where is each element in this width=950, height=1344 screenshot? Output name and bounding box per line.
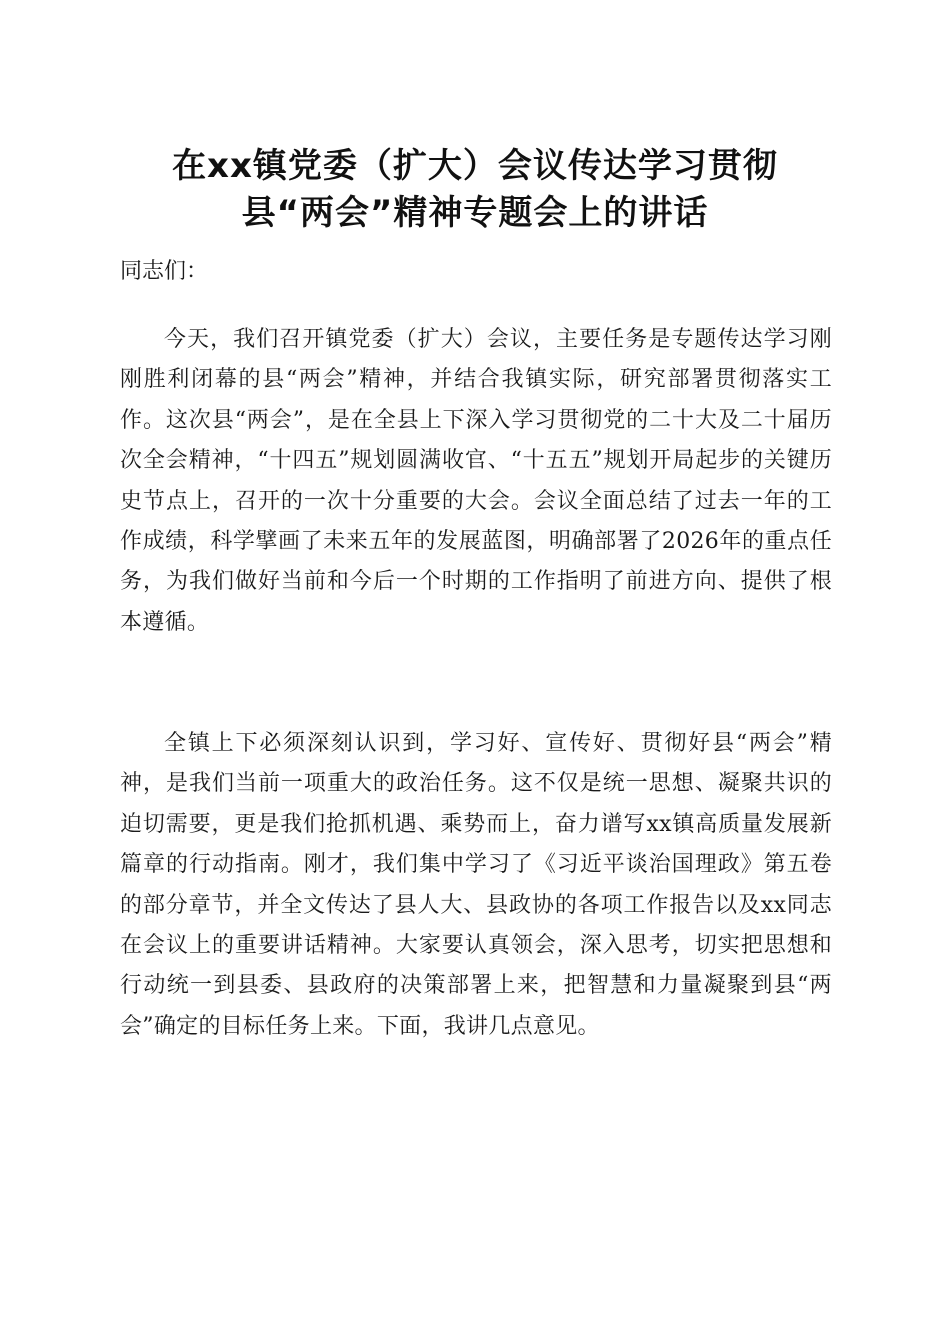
document-title-line-2: 县“两会”精神专题会上的讲话	[241, 193, 709, 233]
document-title-line-1: 在xx镇党委（扩大）会议传达学习贯彻	[172, 146, 778, 186]
body-paragraph-1: 今天，我们召开镇党委（扩大）会议，主要任务是专题传达学习刚刚胜利闭幕的县“两会”精神，并结合我镇实际，研究部署贯彻落实工作。这次县“两会”，是在全县上下深入学习贯彻党的二十大及二十届历次全会精神，“十四五”规划圆满收官、“十五五”规划开局起步的关键历史节点上，召开的一次十分重要的大会。会议全面总结了过去一年的工作成绩，科学擘画了未来五年的发展蓝图，明确部署了2026年的重点任务，为我们做好当前和今后一个时期的工作指明了前进方向、提供了根本遵循。	[120, 327, 832, 635]
greeting: 同志们：	[120, 259, 209, 284]
body-paragraph-2: 全镇上下必须深刻认识到，学习好、宣传好、贯彻好县“两会”精神，是我们当前一项重大的政治任务。这不仅是统一思想、凝聚共识的迫切需要，更是我们抢抓机遇、乘势而上，奋力谱写xx镇高质量发展新篇章的行动指南。刚才，我们集中学习了《习近平谈治国理政》第五卷的部分章节，并全文传达了县人大、县政协的各项工作报告以及xx同志在会议上的重要讲话精神。大家要认真领会，深入思考，切实把思想和行动统一到县委、县政府的决策部署上来，把智慧和力量凝聚到县“两会”确定的目标任务上来。下面，我讲几点意见。	[120, 731, 832, 1039]
